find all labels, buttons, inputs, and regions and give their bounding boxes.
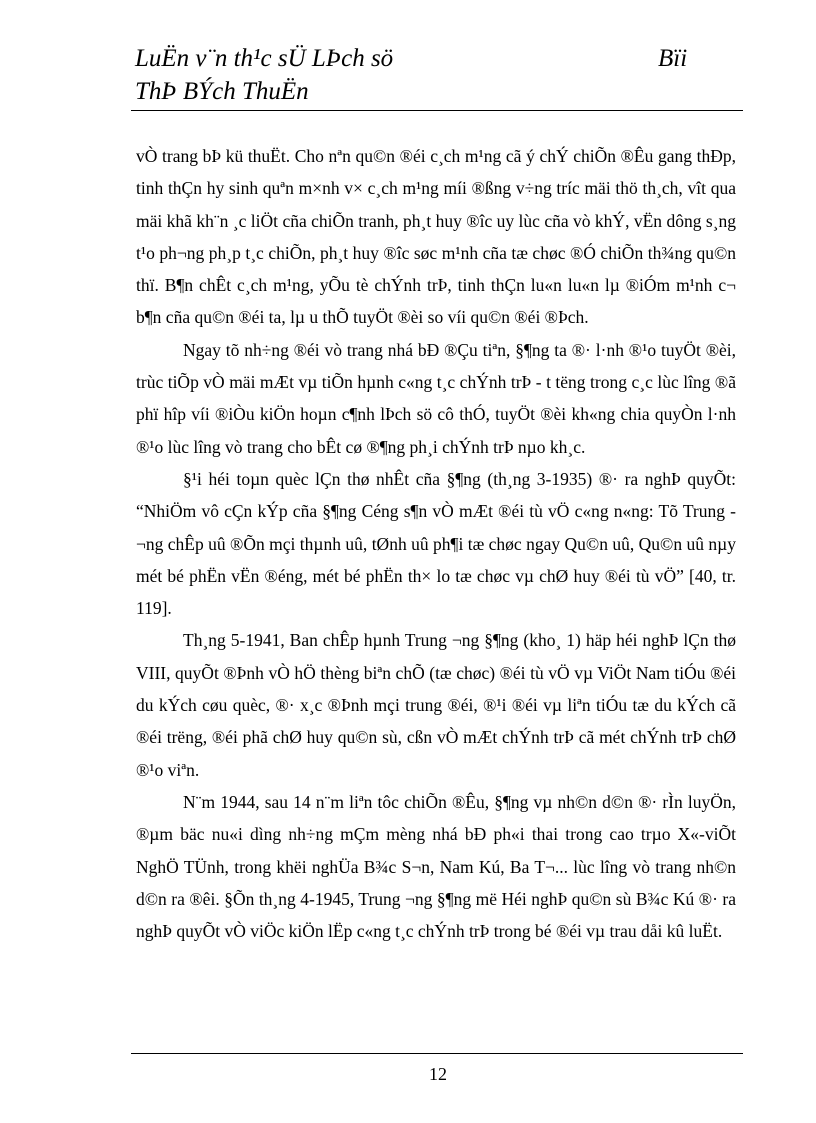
paragraph: vÒ trang bÞ kü thuËt. Cho nªn qu©n ®éi c¸ch m¹ng cã ý chÝ chiÕn ®Êu gang thÐp, tinh thÇn hy sinh quªn m×nh v× c¸ch m¹ng míi ®ßng v÷ng tríc mäi thö th¸ch, vît qua mäi khã kh¨n ¸c liÖt cña chiÕn tranh, ph¸t huy ®îc uy lùc cña vò khÝ, vËn dông s¸ng t¹o ph¬ng ph¸p t¸c chiÕn, ph¸t huy ®îc søc m¹nh cña tæ chøc ®Ó chiÕn th¾ng qu©n thï. B¶n chÊt c¸ch m¹ng, yÕu tè chÝnh trÞ, tinh thÇn lu«n lu«n lµ ®iÓm m¹nh c¬ b¶n cña qu©n ®éi ta, lµ u thÕ tuyÖt ®èi so víi qu©n ®éi ®Þch. (136, 146, 736, 328)
paragraph: N¨m 1944, sau 14 n¨m liªn tôc chiÕn ®Êu, §¶ng vµ nh©n d©n ®· rÌn luyÖn, ®µm bäc nu«i dìng nh÷ng mÇm mèng nhá bÐ ph«i thai trong cao trµo X«-viÕt NghÖ TÜnh, trong khëi nghÜa B¾c S¬n, Nam Kú, Ba T¬... lùc lîng vò trang nh©n d©n ra ®êi. §Õn th¸ng 4-1945, Trung ¬ng §¶ng më Héi nghÞ qu©n sù B¾c Kú ®· ra nghÞ quyÕt vÒ viÖc kiÖn lËp c«ng t¸c chÝnh trÞ trong bé ®éi vµ trau dåi kû luËt. (136, 791, 736, 942)
header-title-line2: ThÞ BÝch ThuËn (135, 78, 309, 105)
paragraph: §¹i héi toµn quèc lÇn thø nhÊt cña §¶ng (th¸ng 3-1935) ®· ra nghÞ quyÕt: “NhiÖm vô cÇn kÝp cña §¶ng Céng s¶n vÒ mÆt ®éi tù vÖ c«ng n«ng: Tõ Trung ¬ng chÊp uû ®Õn mçi thµnh uû, tØnh uû ph¶i tæ chøc ngay Qu©n uû, Qu©n uû nµy mét bé phËn vËn ®éng, mét bé phËn th× lo tæ chøc vµ chØ huy ®éi tù vÖ” [40, tr. 119]. (136, 468, 736, 619)
header-title-line1: LuËn v¨n th¹c sÜ LÞch sö (135, 45, 394, 72)
page-number: 12 (429, 1064, 447, 1084)
header-divider (131, 110, 743, 111)
footer-divider (131, 1053, 743, 1054)
body-text (136, 140, 736, 947)
paragraph: Ngay tõ nh÷ng ®éi vò trang nhá bÐ ®Çu tiªn, §¶ng ta ®· l·nh ®¹o tuyÖt ®èi, trùc tiÕp vÒ mäi mÆt vµ tiÕn hµnh c«ng t¸c chÝnh trÞ - t tëng trong c¸c lùc lîng ®ã phï hîp víi ®iÒu kiÖn hoµn c¶nh lÞch sö cô thÓ, tuyÖt ®èi kh«ng chia quyÒn l·nh ®¹o lùc lîng vò trang cho bÊt cø ®¶ng ph¸i chÝnh trÞ nµo kh¸c. (136, 339, 736, 457)
header-title (135, 42, 393, 108)
paragraph: Th¸ng 5-1941, Ban chÊp hµnh Trung ¬ng §¶ng (kho¸ 1) häp héi nghÞ lÇn thø VIII, quyÕt ®Þnh vÒ hÖ thèng biªn chÕ (tæ chøc) ®éi tù vÖ vµ ViÖt Nam tiÓu ®éi du kÝch cøu quèc, ®· x¸c ®Þnh mçi trung ®éi, ®¹i ®éi vµ liªn tiÓu tæ du kÝch cã ®éi trëng, ®éi phã chØ huy qu©n sù, cßn vÒ mÆt chÝnh trÞ cã mét chÝnh trÞ chØ ®¹o viªn. (136, 630, 736, 780)
header-author-surname: Bïi (658, 45, 688, 72)
